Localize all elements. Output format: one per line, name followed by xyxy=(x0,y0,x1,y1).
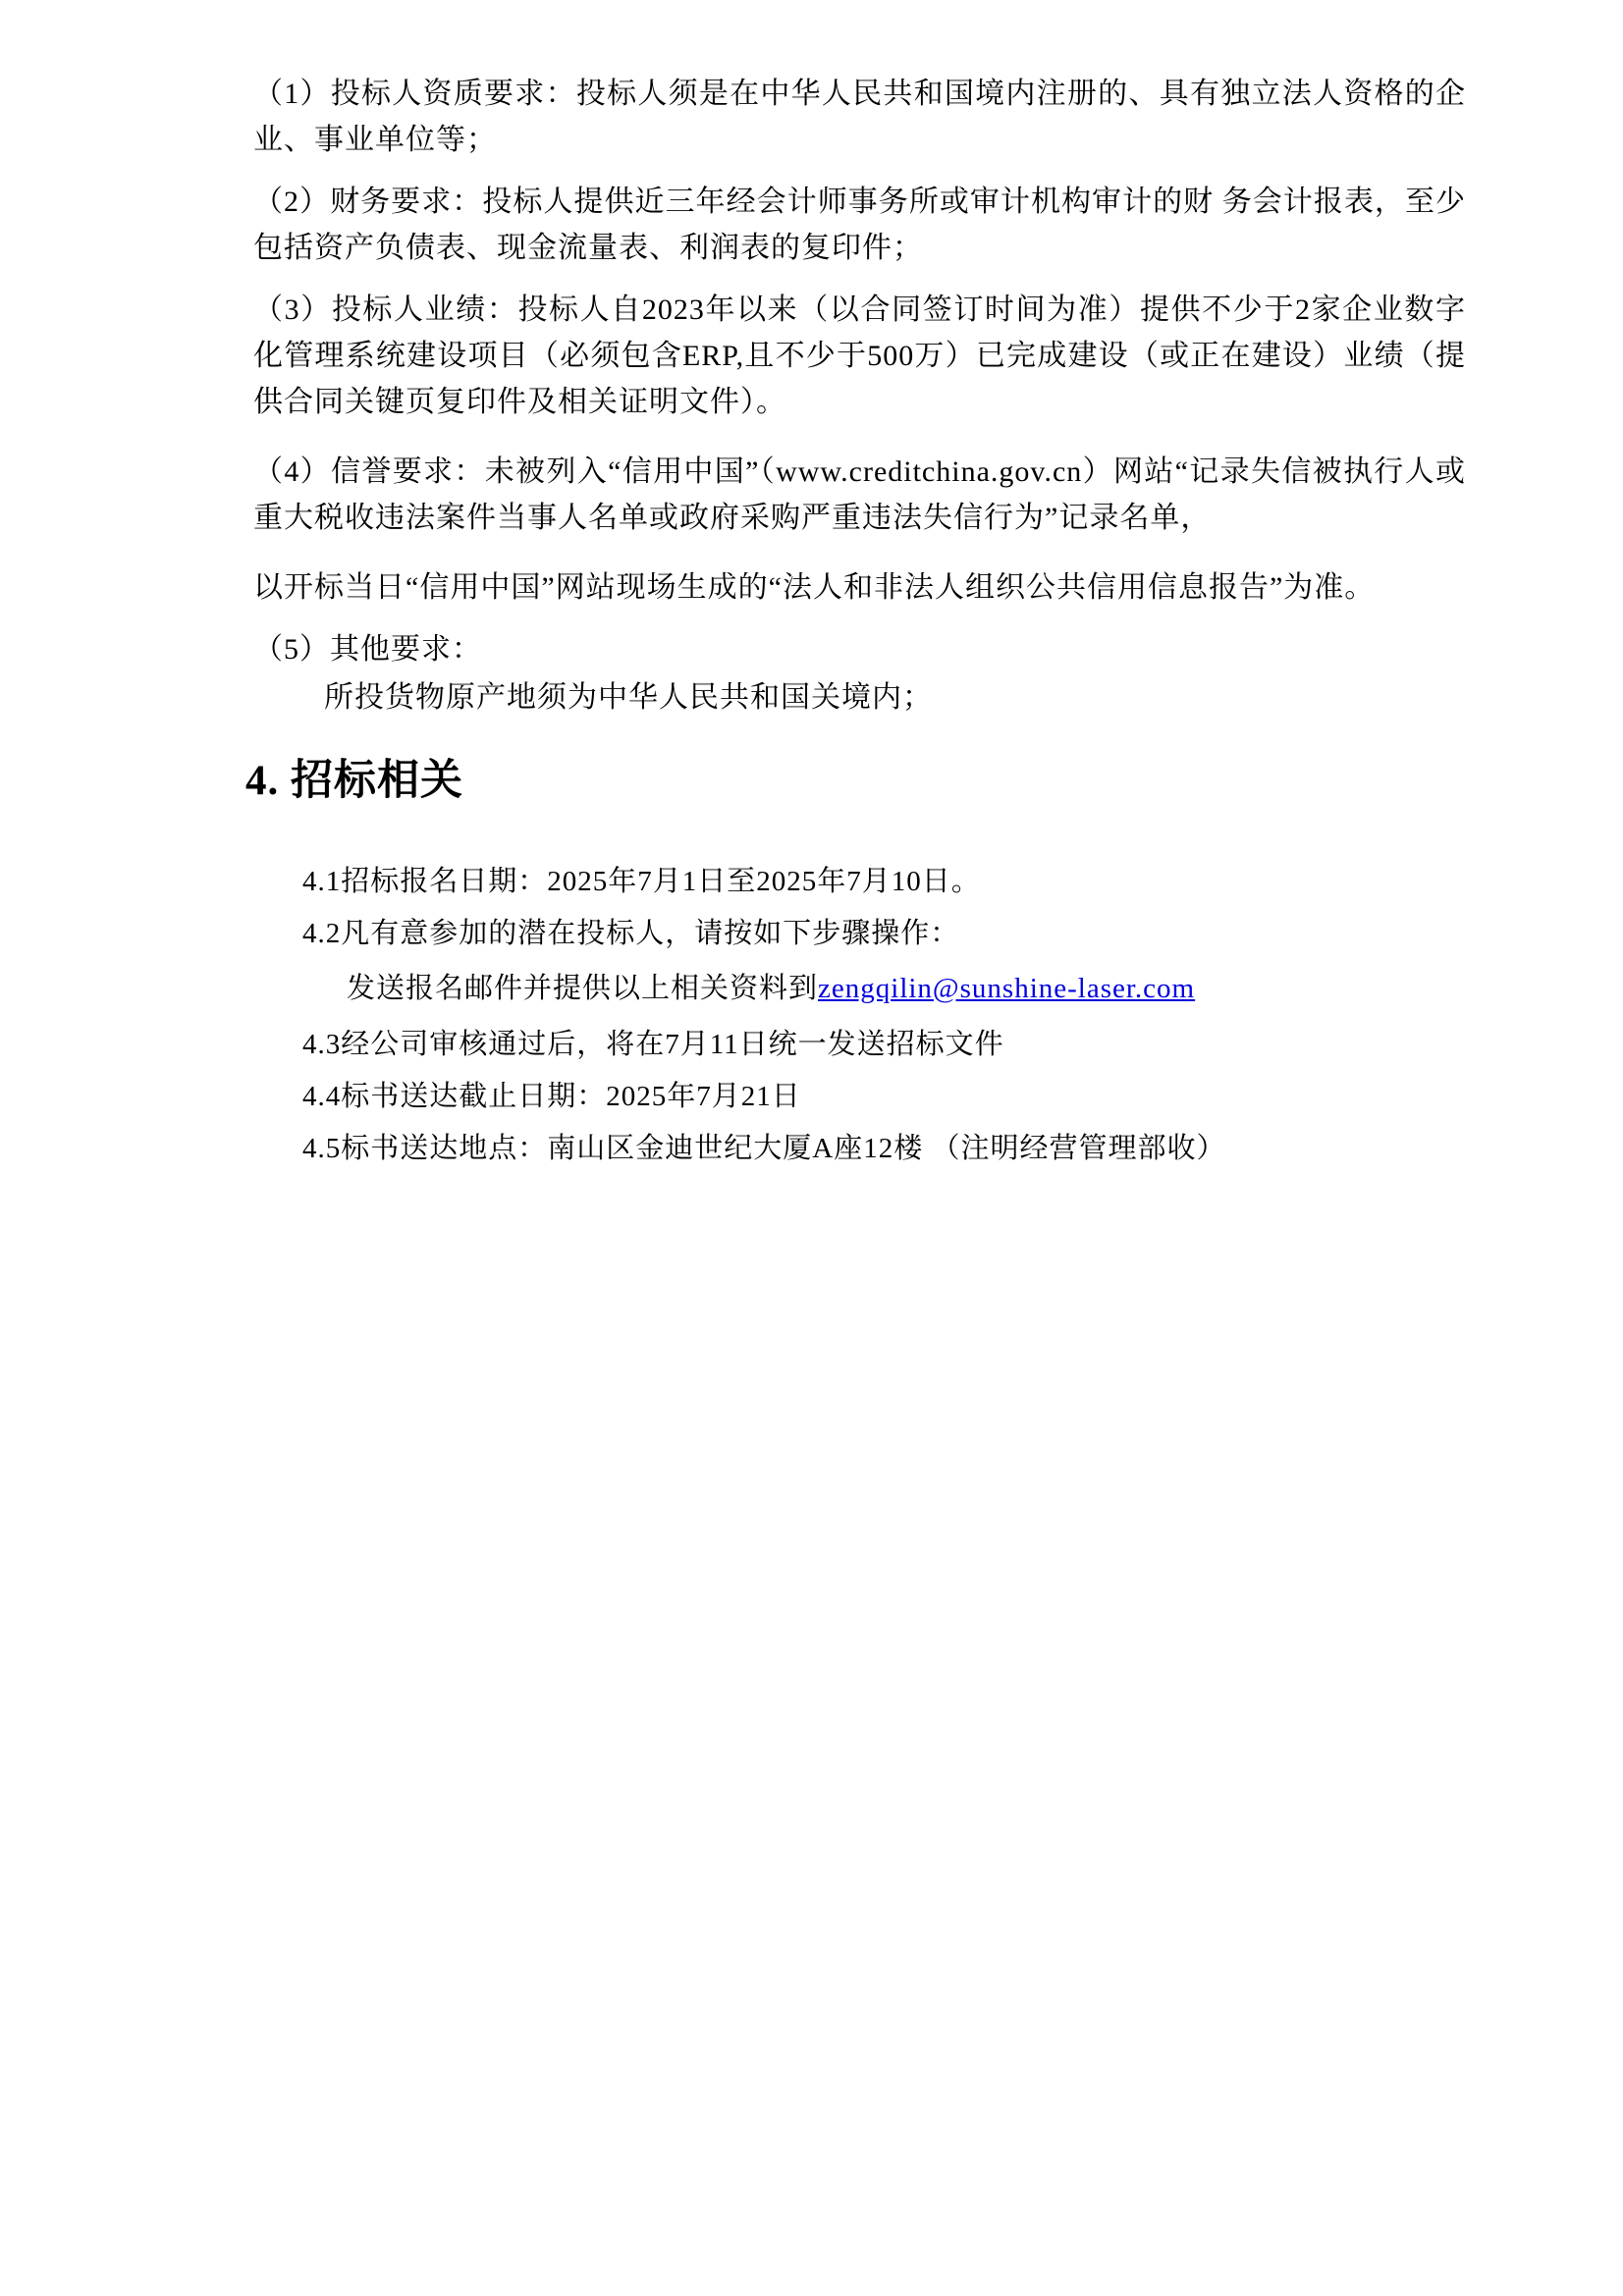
item-4-1-registration-dates: 4.1招标报名日期：2025年7月1日至2025年7月10日。 xyxy=(302,866,981,897)
email-link[interactable]: zengqilin@sunshine-laser.com xyxy=(818,973,1196,1004)
requirement-performance: （3）投标人业绩：投标人自2023年以来（以合同签订时间为准）提供不少于2家企业数字化管理系统建设项目（必须包含ERP,且不少于500万）已完成建设（或正在建设）业绩（提供合同关键页复印件及相关证明文件）。 xyxy=(253,294,1466,418)
email-instruction-line xyxy=(347,967,1466,1011)
item-4-4-submission-deadline: 4.4标书送达截止日期：2025年7月21日 xyxy=(302,1081,801,1112)
item-4-3-document-send-date: 4.3经公司审核通过后，将在7月11日统一发送招标文件 xyxy=(302,1029,1004,1060)
section-heading: 4. 招标相关 xyxy=(245,758,463,804)
requirement-credit: （4）信誉要求：未被列入“信用中国”（www.creditchina.gov.cn）网站“记录失信被执行人或重大税收违法案件当事人名单或政府采购严重违法失信行为”记录名单， xyxy=(253,455,1466,534)
requirement-qualification: （1）投标人资质要求：投标人须是在中华人民共和国境内注册的、具有独立法人资格的企业、事业单位等； xyxy=(253,78,1466,156)
item-4-2-participation-steps: 4.2凡有意参加的潜在投标人，请按如下步骤操作： xyxy=(302,918,960,949)
requirement-credit-continued: 以开标当日“信用中国”网站现场生成的“法人和非法人组织公共信用信息报告”为准。 xyxy=(253,571,1376,604)
origin-note: 所投货物原产地须为中华人民共和国关境内； xyxy=(324,681,933,714)
item-4-5-submission-address: 4.5标书送达地点：南山区金迪世纪大厦A座12楼 （注明经营管理部收） xyxy=(302,1133,1226,1164)
requirement-other: （5）其他要求： xyxy=(253,633,482,666)
requirement-financial: （2）财务要求：投标人提供近三年经会计师事务所或审计机构审计的财 务会计报表，至少包括资产负债表、现金流量表、利润表的复印件； xyxy=(253,186,1466,264)
email-instruction-text: 发送报名邮件并提供以上相关资料到 xyxy=(347,973,819,1004)
